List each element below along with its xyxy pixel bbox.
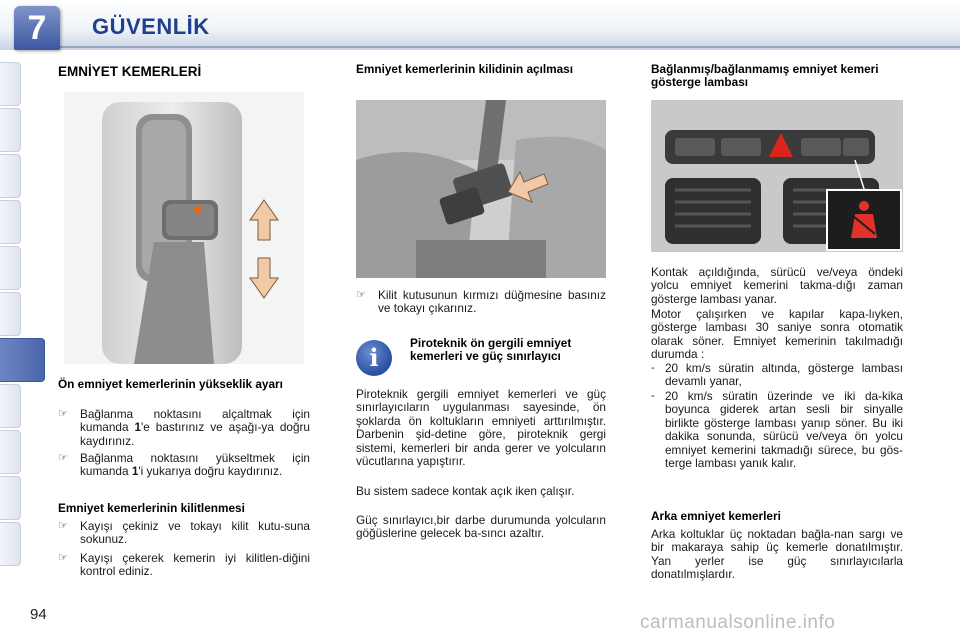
lamp-dash-item-2-text: 20 km/s süratin üzerinde ve iki da-kika boyunca giderek artan sesli bir sinyalle birlikte gösterge lambası yanıp söner. Bu iki dakika sonunda, sürücü ve/veya ön yolcu emniyet kemerini takmadığı sürece, bu gös-terge lambası yanık kalır. (665, 389, 903, 471)
pretensioner-paragraph-2: Bu sistem sadece kontak açık iken çalışır. (356, 484, 575, 498)
header-divider (60, 46, 960, 48)
side-tab-7-active[interactable] (0, 338, 45, 382)
lamp-dash-item-2 (651, 390, 903, 470)
pretensioner-paragraph-1: Piroteknik gergili emniyet kemerleri ve güç sınırlayıcıların uygulanması sayesinde, ön şoklarda ön koltukların emniyeti arttırılmıştır. Darbenin şid-detine göre, piroteknik gergi sistemi, kemerleri bir anda gerer ve yolcuların vücutlarına yapıştırır. (356, 387, 606, 469)
height-item-raise-text: Bağlanma noktasını yükseltmek için kumanda 1'i yukarıya doğru kaydırınız. (80, 451, 310, 479)
chapter-number-tab: 7 (14, 6, 60, 50)
side-tab-1[interactable] (0, 62, 21, 106)
side-tab-5[interactable] (0, 246, 21, 290)
rear-belts-paragraph: Arka koltuklar üç noktadan bağla-nan sargı ve bir makaraya sahip üç kemerle donatılmıştır. Yan yerler ise güç sınırlayıcılarla donatılmışlardır. (651, 527, 903, 582)
pretensioner-paragraph-3: Güç sınırlayıcı,bir darbe durumunda yolcuların göğüslerine gelecek ba-sıncı azaltır. (356, 513, 606, 541)
side-tab-3[interactable] (0, 154, 21, 198)
dash-marker: - (651, 362, 655, 374)
side-tab-8[interactable] (0, 384, 21, 428)
seatbelt-buckle-photo (356, 100, 606, 278)
height-adjust-heading: Ön emniyet kemerlerinin yükseklik ayarı (58, 377, 283, 391)
side-tab-2[interactable] (0, 108, 21, 152)
chapter-title: GÜVENLİK (92, 14, 210, 39)
hand-pointer-icon: ☞ (58, 552, 68, 564)
unlock-heading: Emniyet kemerlerinin kilidinin açılması (356, 62, 574, 76)
side-tab-6[interactable] (0, 292, 21, 336)
lock-item-insert (58, 520, 310, 547)
hand-pointer-icon: ☞ (356, 289, 366, 301)
height-item-lower (58, 408, 310, 448)
unlock-item-text: Kilit kutusunun kırmızı düğmesine basınız ve tokayı çıkarınız. (378, 288, 606, 316)
seatbelt-height-photo (64, 92, 304, 364)
hand-pointer-icon: ☞ (58, 520, 68, 532)
side-tab-10[interactable] (0, 476, 21, 520)
info-icon: i (356, 340, 392, 376)
hand-pointer-icon: ☞ (58, 452, 68, 464)
height-item-raise (58, 452, 310, 479)
height-item-lower-text: Bağlanma noktasını alçaltmak için kumanda 1'e bastırınız ve aşağı-ya doğru kaydırınız. (80, 407, 310, 448)
lamp-dash-item-1 (651, 362, 903, 389)
hand-pointer-icon: ☞ (58, 408, 68, 420)
lamp-paragraph-1: Kontak açıldığında, sürücü ve/veya öndeki yolcu emniyet kemerini takma-dığı zaman gösterge lambası yanar. (651, 265, 903, 306)
lock-item-insert-text: Kayışı çekiniz ve tokayı kilit kutu-suna sokunuz. (80, 519, 310, 547)
section-title: EMNİYET KEMERLERİ (58, 64, 202, 79)
watermark: carmanualsonline.info (640, 612, 836, 633)
unlock-item (356, 289, 606, 316)
page-number: 94 (30, 606, 47, 623)
side-tab-11[interactable] (0, 522, 21, 566)
warning-lamp-heading: Bağlanmış/bağlanmamış emniyet kemeri gösterge lambası (651, 62, 879, 89)
lock-item-check-text: Kayışı çekerek kemerin iyi kilitlen-diğini kontrol ediniz. (80, 551, 310, 579)
dash-marker: - (651, 390, 655, 402)
side-tab-4[interactable] (0, 200, 21, 244)
lamp-dash-item-1-text: 20 km/s süratin altında, gösterge lambası devamlı yanar, (665, 361, 903, 389)
rear-belts-heading: Arka emniyet kemerleri (651, 509, 781, 523)
pretensioner-heading: Piroteknik ön gergili emniyet kemerleri ve güç sınırlayıcı (410, 336, 572, 363)
lock-item-check (58, 552, 310, 579)
dashboard-warning-photo (651, 100, 903, 252)
locking-heading: Emniyet kemerlerinin kilitlenmesi (58, 501, 245, 515)
side-tab-9[interactable] (0, 430, 21, 474)
lamp-paragraph-2: Motor çalışırken ve kapılar kapa-lıyken, gösterge lambası 30 saniye sonra otomatik olarak söner. Emniyet kemerinin takılmadığı durumda : (651, 307, 903, 362)
